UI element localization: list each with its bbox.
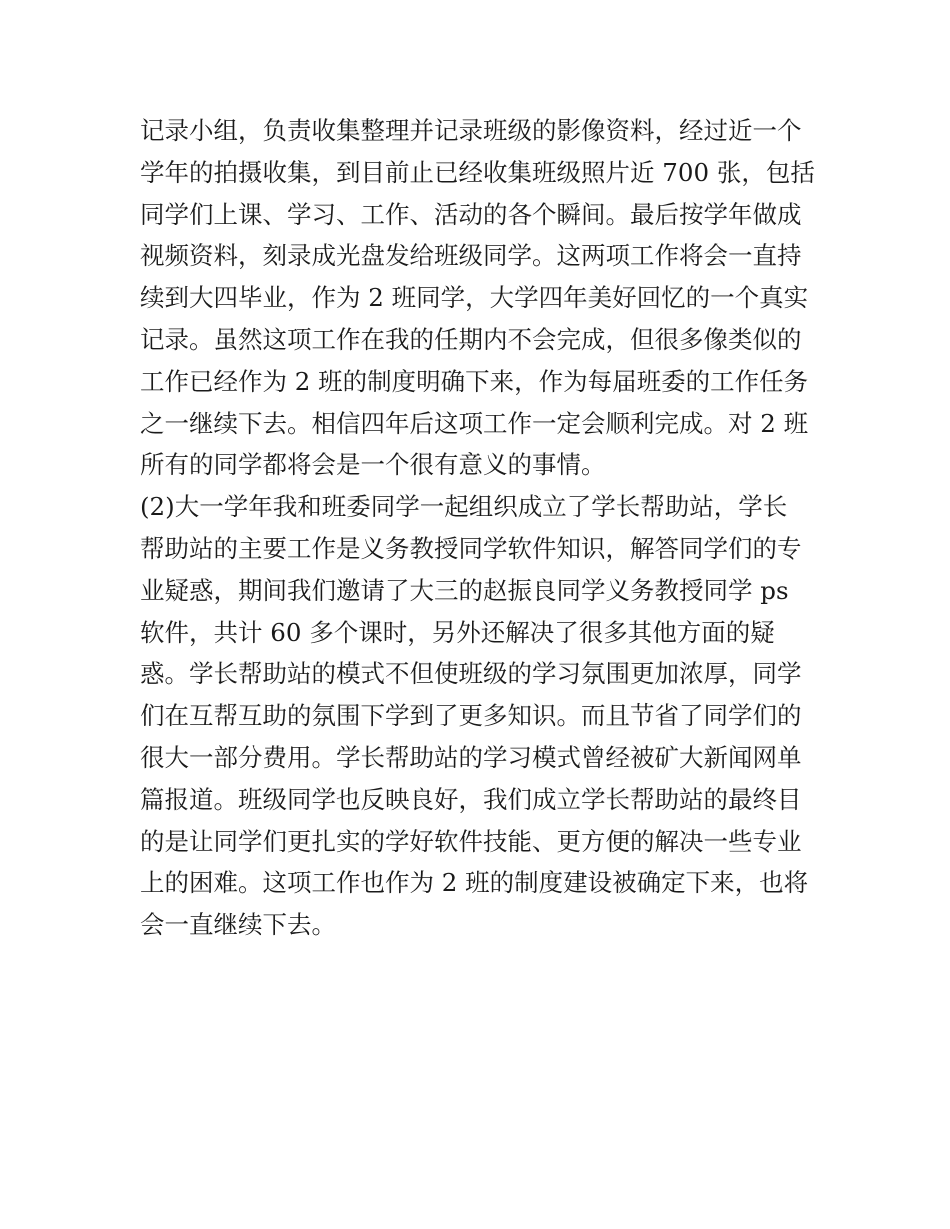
text-line: 软件，共计 60 多个课时，另外还解决了很多其他方面的疑: [140, 617, 775, 647]
text-line: 们在互帮互助的氛围下学到了更多知识。而且节省了同学们的: [140, 701, 802, 731]
text-line: 学年的拍摄收集，到目前止已经收集班级照片近 700 张，包括: [140, 157, 815, 187]
text-line: 视频资料，刻录成光盘发给班级同学。这两项工作将会一直持: [140, 241, 802, 271]
text-line: 帮助站的主要工作是义务教授同学软件知识，解答同学们的专: [140, 533, 802, 563]
text-line: 很大一部分费用。学长帮助站的学习模式曾经被矿大新闻网单: [140, 742, 802, 772]
text-line: 续到大四毕业，作为 2 班同学，大学四年美好回忆的一个真实: [140, 283, 809, 313]
text-line: 篇报道。班级同学也反映良好，我们成立学长帮助站的最终目: [140, 784, 802, 814]
text-line: 惑。学长帮助站的模式不但使班级的学习氛围更加浓厚，同学: [140, 659, 802, 689]
text-line: 同学们上课、学习、工作、活动的各个瞬间。最后按学年做成: [140, 199, 802, 229]
text-line: 工作已经作为 2 班的制度明确下来，作为每届班委的工作任务: [140, 366, 809, 396]
text-line: 会一直继续下去。: [140, 910, 336, 940]
text-line: 记录小组，负责收集整理并记录班级的影像资料，经过近一个: [140, 116, 802, 145]
text-line: 上的困难。这项工作也作为 2 班的制度建设被确定下来，也将: [140, 868, 809, 898]
text-line: 的是让同学们更扎实的学好软件技能、更方便的解决一些专业: [140, 826, 802, 856]
text-line: 之一继续下去。相信四年后这项工作一定会顺利完成。对 2 班: [140, 408, 809, 438]
body-text: [140, 110, 830, 946]
text-line: 记录。虽然这项工作在我的任期内不会完成，但很多像类似的: [140, 324, 802, 354]
text-line: 业疑惑，期间我们邀请了大三的赵振良同学义务教授同学 ps: [140, 575, 789, 605]
text-line: (2)大一学年我和班委同学一起组织成立了学长帮助站，学长: [140, 492, 788, 522]
text-line: 所有的同学都将会是一个很有意义的事情。: [140, 450, 606, 480]
